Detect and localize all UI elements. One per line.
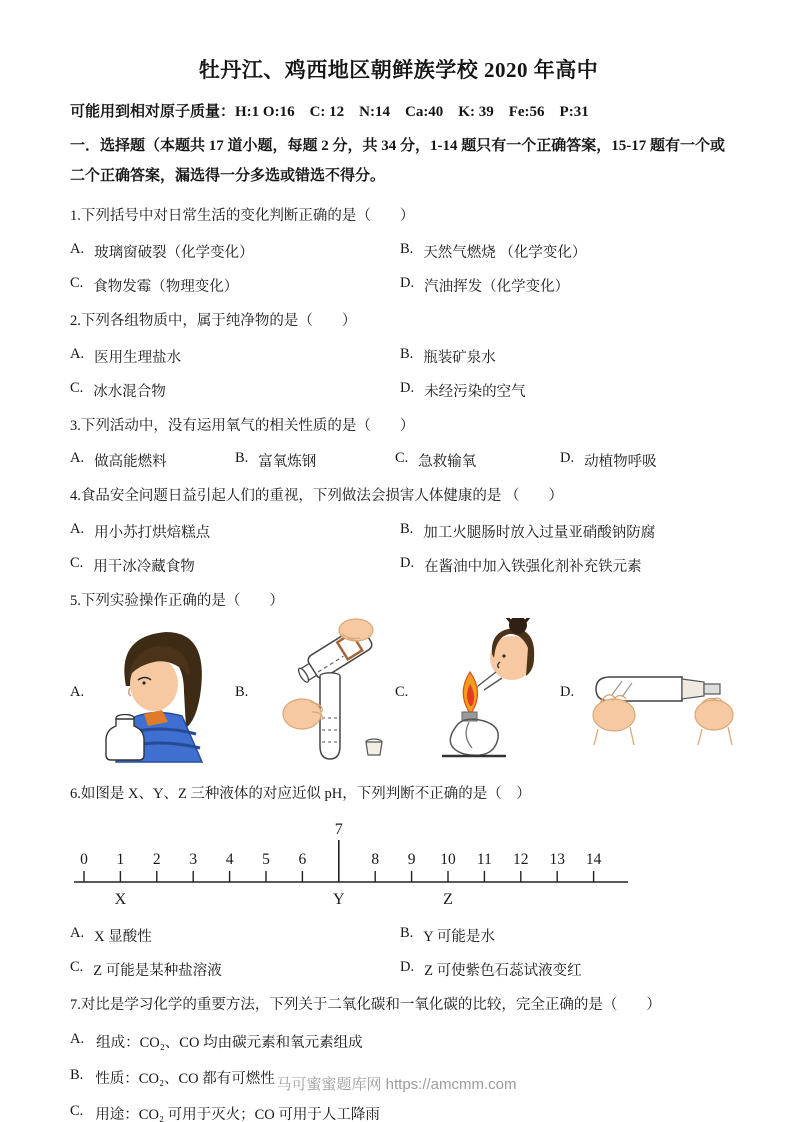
figure-b xyxy=(235,617,395,769)
question-2-options-row-1 xyxy=(70,346,727,367)
option-text: 用小苏打烘焙糕点 xyxy=(94,525,211,541)
atomic-masses-line: 可能用到相对原子质量：H:1 O:16 C: 12 N:14 Ca:40 K: 39 Fe:56 P:31 xyxy=(70,104,589,120)
svg-text:10: 10 xyxy=(440,850,456,868)
option-6c xyxy=(70,959,400,980)
question-6-options-row-1 xyxy=(70,925,727,946)
option-label: C. xyxy=(70,274,84,291)
option-4a xyxy=(70,521,400,542)
option-text: 富氧炼钢 xyxy=(258,454,317,471)
question-6-options-row-2 xyxy=(70,959,727,980)
svg-text:Z: Z xyxy=(443,890,453,908)
figure-label: D. xyxy=(560,684,575,701)
svg-text:3: 3 xyxy=(189,850,198,868)
option-label: A. xyxy=(70,521,85,537)
option-label: B. xyxy=(400,924,414,941)
question-5-stem: 5.下列实验操作正确的是（ ） xyxy=(70,593,284,609)
option-text: 用干冰冷藏食物 xyxy=(93,559,195,575)
option-2b xyxy=(400,346,496,367)
ph-scale-svg xyxy=(72,820,632,912)
option-label: C. xyxy=(70,555,84,571)
question-6-stem: 6.如图是 X、Y、Z 三种液体的对应近似 pH，下列判断不正确的是（ ） xyxy=(70,785,531,802)
option-text: Z 可使紫色石蕊试液变红 xyxy=(424,962,582,979)
option-text: 医用生理盐水 xyxy=(94,349,182,366)
option-label: A. xyxy=(70,924,85,941)
option-1c xyxy=(70,275,400,296)
option-6a xyxy=(70,925,400,946)
section-heading: 一．选择题（本题共 17 道小题，每题 2 分，共 34 分，1-14 题只有一个正确答案，15-17 题有一个或二个正确答案，漏选得一分多选或错选不得分。 xyxy=(70,138,725,184)
figure-c xyxy=(395,617,560,769)
option-text: 加工火腿肠时放入过量亚硝酸钠防腐 xyxy=(423,525,656,541)
option-label: C. xyxy=(395,450,409,467)
figure-label: C. xyxy=(395,684,409,701)
option-label: A. xyxy=(70,450,85,467)
question-1-stem: 1.下列括号中对日常生活的变化判断正确的是（ ） xyxy=(70,208,415,224)
option-label: D. xyxy=(560,450,575,467)
blowing-alcohol-lamp-icon xyxy=(412,618,548,768)
option-label: B. xyxy=(235,450,249,467)
question-1-options-row-2 xyxy=(70,275,727,296)
option-1b xyxy=(400,241,586,262)
watermark-footer: 马可蜜蜜题库网 https://amcmm.com xyxy=(276,1076,517,1093)
option-text: 冰水混合物 xyxy=(93,383,166,400)
question-2-stem: 2.下列各组物质中，属于纯净物的是（ ） xyxy=(70,312,357,329)
option-text: 性质：CO₂、CO 都有可燃性 xyxy=(95,1071,275,1088)
option-6b xyxy=(400,925,495,946)
option-text: 食物发霉（物理变化） xyxy=(93,278,239,295)
question-3-options-row xyxy=(70,450,727,471)
question-7-stem: 7.对比是学习化学的重要方法，下列关于二氧化碳和一氧化碳的比较，完全正确的是（ ） xyxy=(70,996,661,1013)
option-3c xyxy=(395,450,560,471)
option-label: B. xyxy=(400,240,414,257)
option-label: D. xyxy=(400,274,415,291)
svg-text:9: 9 xyxy=(407,850,416,868)
option-1d xyxy=(400,275,569,296)
svg-text:8: 8 xyxy=(371,850,380,868)
option-label: D. xyxy=(400,555,415,571)
option-label: C. xyxy=(70,379,84,396)
option-text: 用途：CO₂ 可用于灭火；CO 可用于人工降雨 xyxy=(95,1107,380,1122)
svg-text:1: 1 xyxy=(116,850,125,868)
ph-number-line xyxy=(72,820,727,912)
question-5-figures-row xyxy=(70,617,727,769)
option-6d xyxy=(400,959,582,980)
option-text: X 显酸性 xyxy=(94,928,152,945)
question-4-options-row-2 xyxy=(70,555,727,576)
figure-label: A. xyxy=(70,684,85,701)
figure-label: B. xyxy=(235,684,249,701)
option-text: 天然气燃烧 （化学变化） xyxy=(423,244,587,261)
stopper-test-tube-icon xyxy=(578,641,736,745)
option-4b xyxy=(400,521,655,542)
option-text: 汽油挥发（化学变化） xyxy=(424,278,570,295)
svg-text:2: 2 xyxy=(152,850,161,868)
option-text: 做高能燃料 xyxy=(94,454,167,471)
option-label: A. xyxy=(70,240,85,257)
option-text: Z 可能是某种盐溶液 xyxy=(93,962,222,979)
svg-text:11: 11 xyxy=(476,850,492,868)
option-label: C. xyxy=(70,1103,84,1120)
option-text: 玻璃窗破裂（化学变化） xyxy=(94,244,254,261)
option-text: 急救输氧 xyxy=(418,454,477,471)
svg-text:5: 5 xyxy=(262,850,270,868)
option-2a xyxy=(70,346,400,367)
question-4-options-row-1 xyxy=(70,521,727,542)
option-label: B. xyxy=(70,1067,84,1084)
option-label: B. xyxy=(400,521,414,537)
option-text: 在酱油中加入铁强化剂补充铁元素 xyxy=(424,559,642,575)
option-7c xyxy=(70,1103,727,1122)
figure-a xyxy=(70,617,235,769)
option-label: C. xyxy=(70,958,84,975)
figure-d xyxy=(560,617,736,769)
option-3b xyxy=(235,450,395,471)
question-2-options-row-2 xyxy=(70,380,727,401)
svg-text:0: 0 xyxy=(80,850,88,868)
option-4c xyxy=(70,555,400,576)
option-7a xyxy=(70,1031,727,1052)
option-text: 组成：CO₂、CO 均由碳元素和氧元素组成 xyxy=(96,1035,363,1052)
svg-text:12: 12 xyxy=(513,850,529,868)
option-label: D. xyxy=(400,379,415,396)
svg-text:4: 4 xyxy=(225,850,234,868)
option-label: D. xyxy=(400,958,415,975)
option-text: 动植物呼吸 xyxy=(584,454,657,471)
svg-text:Y: Y xyxy=(333,890,345,908)
option-text: 未经污染的空气 xyxy=(424,383,526,400)
svg-text:14: 14 xyxy=(585,850,602,868)
option-label: A. xyxy=(70,345,85,362)
option-3d xyxy=(560,450,657,471)
svg-text:13: 13 xyxy=(549,850,565,868)
question-1-options-row-1 xyxy=(70,241,727,262)
svg-text:X: X xyxy=(114,890,127,908)
page-title: 牡丹江、鸡西地区朝鲜族学校 2020 年高中 xyxy=(198,58,599,82)
svg-text:7: 7 xyxy=(334,820,343,838)
option-label: B. xyxy=(400,345,414,362)
smelling-bottle-icon xyxy=(88,622,214,764)
option-4d xyxy=(400,555,642,576)
question-4-stem: 4.食品安全问题日益引起人们的重视，下列做法会损害人体健康的是 （ ） xyxy=(70,488,563,505)
svg-text:6: 6 xyxy=(298,850,307,868)
option-1a xyxy=(70,241,400,262)
option-2c xyxy=(70,380,400,401)
option-text: 瓶装矿泉水 xyxy=(423,349,496,366)
option-2d xyxy=(400,380,526,401)
option-3a xyxy=(70,450,235,471)
option-label: A. xyxy=(70,1031,85,1048)
option-text: Y 可能是水 xyxy=(423,928,495,945)
question-3-stem: 3.下列活动中，没有运用氧气的相关性质的是（ ） xyxy=(70,417,415,434)
pouring-liquid-icon xyxy=(252,618,394,768)
